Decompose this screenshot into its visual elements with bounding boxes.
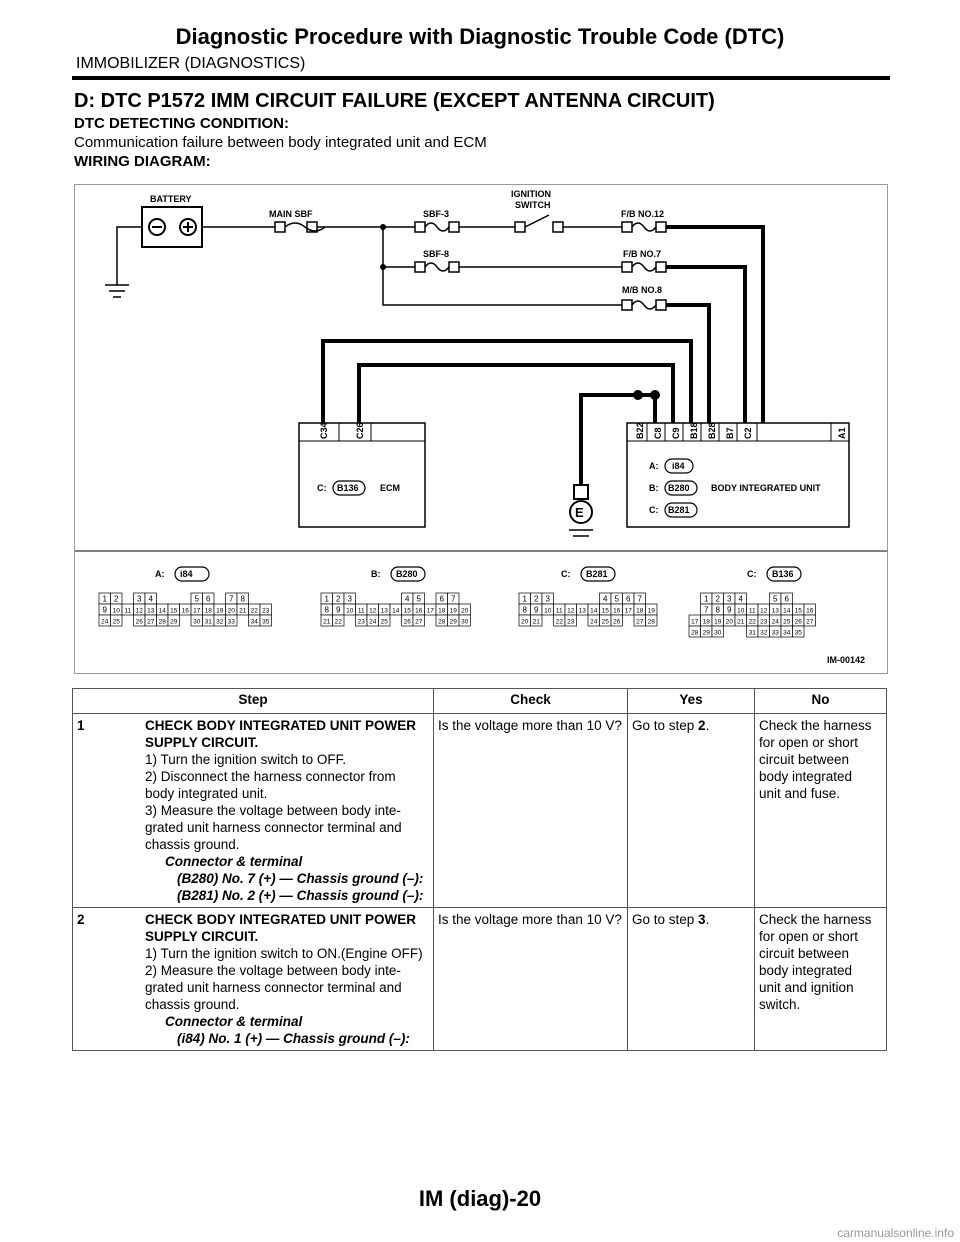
header-rule [72,76,890,80]
ignition-label-2: SWITCH [515,200,551,210]
biu-label: BODY INTEGRATED UNIT [711,483,821,493]
mb8-label: M/B NO.8 [622,285,663,295]
connector-c-pin: 8 [522,605,527,615]
header-check: Check [434,689,628,714]
connector-d-pin: 22 [748,618,756,626]
connector-a-pin: 21 [239,607,247,615]
yes-prefix: Go to step [632,718,699,733]
detecting-text: Communication failure between body integrated unit and ECM [74,134,487,151]
connector-d-pin: 12 [760,607,768,615]
connector-a-pin: 9 [102,605,107,615]
connector-a-pin: 18 [204,607,212,615]
connector-c-pin: 7 [637,594,642,604]
no-action-line: for open or short [759,929,859,944]
connector-c-pin: 14 [590,607,598,615]
connector-b-pin: 22 [334,618,342,626]
connector-c-prefix: C: [561,569,571,579]
connector-a-pin: 14 [158,607,166,615]
connector-c-pin: 12 [567,607,575,615]
connector-b-pin: 25 [380,618,388,626]
connector-c-pin: 10 [544,607,552,615]
step-title-cont: SUPPLY CIRCUIT. [145,735,259,750]
connector-terminal-spec: (B281) No. 2 (+) — Chassis ground (–): [177,888,424,903]
ignition-label-1: IGNITION [511,189,551,199]
connector-a-pin: 26 [135,618,143,626]
biu-pin-c9: C9 [671,427,681,439]
connector-c-pin: 5 [614,594,619,604]
connector-b-pin: 8 [324,605,329,615]
connector-c-pin: 15 [601,607,609,615]
connector-d-pin: 19 [714,618,722,626]
step-number: 1 [77,718,85,733]
connector-c-pin: 3 [545,594,550,604]
step-instruction: body integrated unit. [145,786,268,801]
connector-c-pin: 1 [522,594,527,604]
connector-terminal-spec: (i84) No. 1 (+) — Chassis ground (–): [177,1031,410,1046]
table-row [73,908,887,1051]
mb8-fuse-icon [632,301,656,309]
figure-id: IM-00142 [827,655,866,665]
connector-a-pin: 5 [194,594,199,604]
wiring-diagram [74,184,888,674]
connector-d-pin: 9 [727,605,732,615]
connector-a-pin: 17 [193,607,201,615]
connector-c-pin: 11 [555,607,563,615]
dtc-description [74,114,487,171]
biu-conn-b-prefix: B: [649,483,659,493]
biu-conn-a-prefix: A: [649,461,659,471]
connector-d-pin: 29 [702,629,710,637]
connector-d-pin: 15 [794,607,802,615]
sbf3-fuse-icon [425,223,449,231]
connector-c-pin: 20 [521,618,529,626]
sbf3-label: SBF-3 [423,209,450,219]
watermark: carmanualsonline.info [837,1226,954,1240]
biu-pin-c8: C8 [653,427,663,439]
yes-cell: Go to step 3. [628,908,755,1051]
ignition-switch-icon [525,215,549,227]
connector-b-pin: 14 [392,607,400,615]
no-action-line: circuit between [759,946,850,961]
connector-b-pin: 20 [461,607,469,615]
table-header-row [73,689,887,714]
connector-d-pin: 25 [783,618,791,626]
connector-a-pin: 27 [147,618,155,626]
connector-a-pin: 19 [216,607,224,615]
yes-cell: Go to step 2. [628,714,755,908]
ecm-label: ECM [380,483,400,493]
no-action-line: Check the harness [759,718,872,733]
connector-d-pin: 8 [715,605,720,615]
biu-conn-c-prefix: C: [649,505,659,515]
connector-terminal-spec: (B280) No. 7 (+) — Chassis ground (–): [177,871,424,886]
no-action-line: unit and ignition [759,980,854,995]
fb12-label: F/B NO.12 [621,209,665,219]
biu-pin-c2: C2 [743,427,753,439]
connector-c-pin: 23 [567,618,575,626]
connector-a-pin: 6 [206,594,211,604]
page-title: Diagnostic Procedure with Diagnostic Trouble Code (DTC) [175,24,785,49]
fb7-fuse-icon [632,263,656,271]
connector-b-pin: 30 [461,618,469,626]
connector-c-pin: 17 [624,607,632,615]
connector-c-pin: 22 [555,618,563,626]
connector-d-pin: 21 [737,618,745,626]
connector-a-pin: 11 [124,607,132,615]
connector-b-pin: 16 [415,607,423,615]
connector-d-pin: 27 [806,618,814,626]
connector-a-pin: 29 [170,618,178,626]
connector-c-pin: 4 [603,594,608,604]
connector-b-pin: 23 [357,618,365,626]
connector-b-pin: 26 [403,618,411,626]
connector-b-pin: 19 [449,607,457,615]
wiring-label: WIRING DIAGRAM: [74,153,211,170]
connector-c-pin: 18 [636,607,644,615]
connector-c-name: B281 [586,569,608,579]
connector-a-pin: 24 [101,618,109,626]
step-instruction: chassis ground. [145,997,240,1012]
connector-b-pin: 1 [324,594,329,604]
connector-c-pin: 26 [613,618,621,626]
connector-c-pin: 24 [590,618,598,626]
connector-a-pin: 22 [250,607,258,615]
connector-a-pin: 28 [158,618,166,626]
connector-b-pin: 7 [451,594,456,604]
connector-a-pin: 7 [229,594,234,604]
connector-d-pin: 14 [783,607,791,615]
connector-a-pin: 31 [204,618,212,626]
step-title: CHECK BODY INTEGRATED UNIT POWER [145,912,417,927]
connector-c-pin: 9 [534,605,539,615]
connector-b-pin: 18 [438,607,446,615]
biu-conn-b: B280 [668,483,690,493]
connector-d-pin: 4 [738,594,743,604]
connector-b-pin: 21 [323,618,331,626]
connector-d-pin: 24 [771,618,779,626]
connector-b-pin: 13 [380,607,388,615]
connector-d-pin: 20 [725,618,733,626]
connector-d-pin: 5 [773,594,778,604]
connector-c-pin: 6 [626,594,631,604]
connector-terminal-label: Connector & terminal [165,1014,303,1029]
step-instruction: chassis ground. [145,837,240,852]
step-instruction: 1) Turn the ignition switch to ON.(Engine OFF) [145,946,423,961]
connector-a-pin: 2 [114,594,119,604]
connector-a-prefix: A: [155,569,165,579]
connector-d-pin: 1 [704,594,709,604]
no-action-line: circuit between [759,752,850,767]
biu-conn-c: B281 [668,505,690,515]
step-instruction: grated unit harness connector terminal and [145,820,402,835]
step-title-cont: SUPPLY CIRCUIT. [145,929,259,944]
connector-b-pin: 15 [403,607,411,615]
connector-d-pin: 35 [794,629,802,637]
connector-a-name: i84 [180,569,193,579]
connector-b-pin: 12 [369,607,377,615]
biu-pin-b7: B7 [725,427,735,439]
step-instruction: grated unit harness connector terminal and [145,980,402,995]
sbf8-fuse-icon [425,263,449,271]
connector-c-pin: 27 [636,618,644,626]
step-instruction: 3) Measure the voltage between body inte- [145,803,401,818]
connector-a-pin: 16 [181,607,189,615]
connector-a-pin: 25 [112,618,120,626]
connector-d-pin: 32 [760,629,768,637]
connector-b-pin: 3 [347,594,352,604]
connector-d-pin: 23 [760,618,768,626]
connector-b-pin: 27 [415,618,423,626]
step-number: 2 [77,912,85,927]
fb7-label: F/B NO.7 [623,249,662,259]
connector-d-name: B136 [772,569,794,579]
no-cell [755,714,887,908]
connector-d-pin: 33 [771,629,779,637]
connector-d-pin: 18 [702,618,710,626]
connector-d-pin: 7 [704,605,709,615]
connector-d-pin: 28 [691,629,699,637]
connector-a-pin: 35 [262,618,270,626]
connector-a-pin: 15 [170,607,178,615]
connector-b-name: B280 [396,569,418,579]
no-action-line: switch. [759,997,801,1012]
check-cell: Is the voltage more than 10 V? [434,714,628,908]
biu-pin-b18: B18 [689,422,699,439]
check-cell: Is the voltage more than 10 V? [434,908,628,1051]
dtc-heading: D: DTC P1572 IMM CIRCUIT FAILURE (EXCEPT ANTENNA CIRCUIT) [74,90,715,112]
connector-d-prefix: C: [747,569,757,579]
connector-d-pin: 11 [748,607,756,615]
yes-step: 3 [698,912,706,927]
connector-b-pin: 10 [346,607,354,615]
connector-d-pin: 13 [771,607,779,615]
connector-b-pin: 4 [405,594,410,604]
connector-d-pin: 34 [783,629,791,637]
connector-d-pin: 16 [806,607,814,615]
connector-d-pin: 3 [727,594,732,604]
biu-pin-a1: A1 [837,427,847,439]
connector-b-pin: 9 [336,605,341,615]
ecm-pin-c34: C34 [319,422,329,439]
step-instruction: 1) Turn the ignition switch to OFF. [145,752,347,767]
connector-a-pin: 1 [102,594,107,604]
ecm-pin-c26: C26 [355,422,365,439]
header-step: Step [73,689,434,714]
detecting-label: DTC DETECTING CONDITION: [74,115,289,132]
no-action-line: body integrated [759,963,853,978]
header-yes: Yes [628,689,755,714]
page-number: IM (diag)-20 [418,1186,542,1211]
connector-b-pin: 24 [369,618,377,626]
connector-a-pin: 23 [262,607,270,615]
connector-a-pin: 32 [216,618,224,626]
connector-a-pin: 33 [227,618,235,626]
connector-b-pin: 6 [439,594,444,604]
connector-b-pin: 5 [416,594,421,604]
connector-d-pin: 10 [737,607,745,615]
no-cell [755,908,887,1051]
connector-c-pin: 16 [613,607,621,615]
connector-c-pin: 19 [647,607,655,615]
fb12-fuse-icon [632,223,656,231]
connector-a-pin: 20 [227,607,235,615]
step-cell [73,908,434,1051]
biu-pin-b22: B22 [635,422,645,439]
connector-d-pin: 31 [748,629,756,637]
header-no: No [755,689,887,714]
ecm-conn-label: B136 [337,483,359,493]
connector-b-pin: 17 [426,607,434,615]
connector-d-pin: 2 [715,594,720,604]
connector-d-pin: 26 [794,618,802,626]
connector-d-pin: 30 [714,629,722,637]
connector-b-pin: 11 [357,607,365,615]
connector-a-pin: 3 [137,594,142,604]
connector-d-pin: 17 [691,618,699,626]
connector-a-pin: 30 [193,618,201,626]
battery-label: BATTERY [150,194,192,204]
connector-c-pin: 25 [601,618,609,626]
connector-d-pin: 6 [784,594,789,604]
connector-b-pin: 29 [449,618,457,626]
connector-a-pin: 10 [112,607,120,615]
connector-c-pin: 2 [534,594,539,604]
table-row [73,714,887,908]
step-title: CHECK BODY INTEGRATED UNIT POWER [145,718,417,733]
connector-a-pin: 34 [250,618,258,626]
connector-b-pin: 28 [438,618,446,626]
no-action-line: unit and fuse. [759,786,841,801]
yes-prefix: Go to step [632,912,699,927]
biu-conn-a: i84 [672,461,685,471]
connector-a-pin: 12 [135,607,143,615]
connector-a-pin: 13 [147,607,155,615]
connector-a-pin: 8 [240,594,245,604]
main-sbf-label: MAIN SBF [269,209,313,219]
biu-pin-b28: B28 [707,422,717,439]
connector-c-pin: 21 [532,618,540,626]
connector-a-pin: 4 [148,594,153,604]
step-cell [73,714,434,908]
ecm-conn-prefix: C: [317,483,327,493]
connector-b-pin: 2 [336,594,341,604]
no-action-line: Check the harness [759,912,872,927]
step-instruction: 2) Measure the voltage between body inte- [145,963,401,978]
connector-c-pin: 13 [578,607,586,615]
step-instruction: 2) Disconnect the harness connector from [145,769,396,784]
connector-b-prefix: B: [371,569,381,579]
section-title: IMMOBILIZER (DIAGNOSTICS) [76,55,306,72]
steps-table [72,688,887,1051]
no-action-line: body integrated [759,769,853,784]
yes-step: 2 [698,718,706,733]
ground-e-label: E [575,505,584,520]
sbf8-label: SBF-8 [423,249,450,259]
connector-c-pin: 28 [647,618,655,626]
connector-terminal-label: Connector & terminal [165,854,303,869]
no-action-line: for open or short [759,735,859,750]
